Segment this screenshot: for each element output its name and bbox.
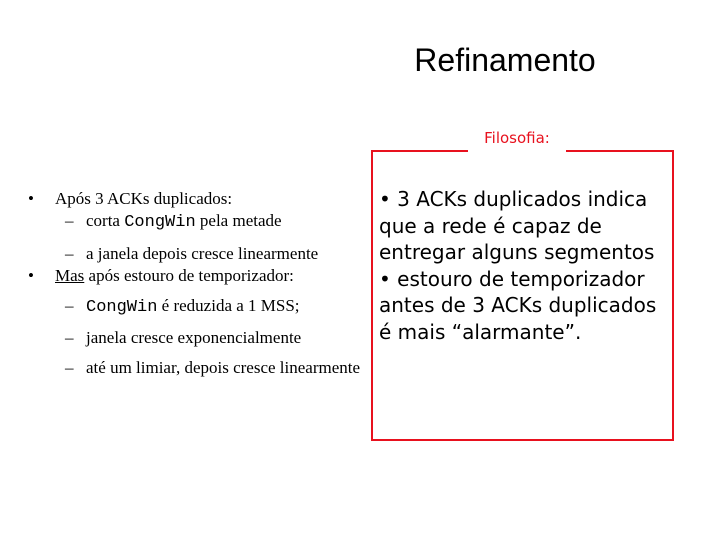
sub-bullet-text: até um limiar, depois cresce linearmente — [86, 358, 361, 377]
sub-bullet-item-2-3 — [28, 357, 373, 379]
sub-bullet-text: a janela depois cresce linearmente — [86, 244, 319, 263]
dash-glyph: – — [65, 296, 74, 315]
bullet-item-1 — [28, 188, 373, 210]
underlined-word: Mas — [55, 266, 85, 285]
philosophy-text — [379, 186, 667, 345]
sub-bullet-text: corta — [86, 211, 125, 230]
sub-bullet-item-1-2 — [28, 243, 373, 265]
philosophy-point-2: • estouro de temporizador antes de 3 ACKs duplicados é mais “alarmante”. — [379, 266, 657, 344]
dash-glyph: – — [65, 244, 74, 263]
dash-glyph: – — [65, 211, 74, 230]
dash-glyph: – — [65, 328, 74, 347]
bullet-item-2 — [28, 265, 373, 287]
code-congwin: CongWin — [124, 213, 196, 232]
sub-bullet-item-1-1 — [28, 210, 373, 234]
slide-title: Refinamento — [414, 42, 596, 78]
bullet-text: após estouro de temporizador: — [84, 266, 294, 285]
sub-bullet-text: pela metade — [195, 211, 282, 230]
bullet-glyph: • — [28, 189, 34, 208]
philosophy-label: Filosofia: — [468, 124, 566, 152]
sub-bullet-text: janela cresce exponencialmente — [86, 328, 302, 347]
sub-bullet-text: é reduzida a 1 MSS; — [157, 296, 300, 315]
sub-bullet-item-2-1 — [28, 295, 373, 319]
code-congwin: CongWin — [86, 298, 158, 317]
bullet-glyph: • — [28, 266, 34, 285]
dash-glyph: – — [65, 358, 74, 377]
bullet-list — [28, 188, 373, 379]
sub-bullet-item-2-2 — [28, 327, 373, 349]
philosophy-point-1: • 3 ACKs duplicados indica que a rede é capaz de entregar alguns segmentos — [379, 187, 655, 264]
bullet-text: Após 3 ACKs duplicados: — [55, 189, 233, 208]
